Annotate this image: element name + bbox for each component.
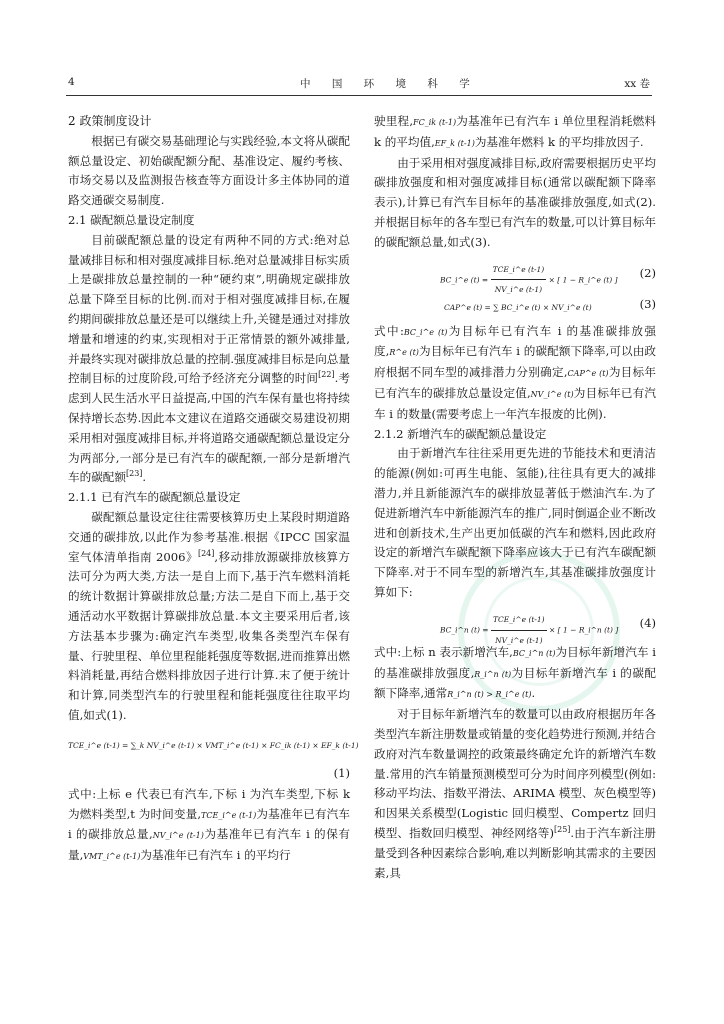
equation-2 [374,258,656,295]
continued-paragraph: 驶里程,FC_ik (t-1)为基准年已有汽车 i 单位里程消耗燃料 k 的平均值,EF_k (t-1)为基准年燃料 k 的平均排放因子. [374,114,656,149]
section-2-1-1-heading: 2.1.1 已有汽车的碳配额总量设定 [68,490,241,505]
left-column [68,112,359,867]
equation-4-number: (4) [639,615,656,630]
page-number: 4 [68,76,75,88]
section-2-1-heading: 2.1 碳配额总量设定制度 [68,212,195,227]
paragraph-2-1-1: 碳配额总量设定往往需要核算历史上某段时期道路交通的碳排放,以此作为参考基准.根据《IPCC 国家温室气体清单指南 2006》[24],移动排放源碳排放核算方法可分为两大类,方法一是自上而下,基于汽车燃料消耗的统计数据计算碳排放总量;方法二是自下而上,基于交通活动水平数据计算碳排放总量.本文主要采用后者,该方法基本步骤为:确定汽车类型,收集各类型汽车保有量、行驶里程、单位里程能耗强度等数据,进而推算出燃料消耗量,再结合燃料排放因子进行计算.末了便于统计和计算,同类型汽车的行驶里程和能耗强度往往取平均值,如式(1). [68,509,350,722]
citation-24[interactable]: [24] [197,548,215,558]
citation-22[interactable]: [22] [318,370,335,380]
header-rule [66,95,652,96]
section-2-1-2-heading: 2.1.2 新增汽车的碳配额总量设定 [374,426,547,441]
equation-2-expression: BC_i^e (t) = $\frac{\text{TCE\_i\textasciicircum{}e (t-1)}}{NV\_i\^{}e (t-1)}$ × [ 1 − R_i^e (t) ] [440,260,618,301]
intro-paragraph: 根据已有碳交易基础理论与实践经验,本文将从碳配额总量设定、初始碳配额分配、基准设定、履约考核、市场交易以及监测报告核查等方面设计多主体协同的道路交通碳交易制度. [68,133,350,208]
equation-3-expression: CAP^e (t) = ∑ BC_i^e (t) × NV_i^e (t) [444,302,592,312]
equation-4-expression: BC_i^n (t) = $\frac{\text{TCE\_i\textasciicircum{}e (t-1)}}{NV\_i\^{}e (t-1)}$ × [ 1 − R_i^n (t) ] [440,610,618,651]
equation-1-number-row [68,762,350,780]
final-paragraph: 对于目标年新增汽车的数量可以由政府根据历年各类型汽车新注册数量或销量的变化趋势进行预测,并结合政府对汽车数量调控的政策最终确定允许的新增汽车数量.常用的汽车销量预测模型可分为时间序列模型(例如:移动平均法、指数平滑法、ARIMA 模型、灰色模型等)和因果关系模型(Logistic 回归模型、Compertz 回归模型、指数回归模型、神经网络等)[25].由于汽车新注册量受到各种因素综合影响,难以判断影响其需求的主要因素,具 [374,707,657,880]
equation-4 [374,608,656,645]
citation-25[interactable]: [25] [554,825,571,835]
section-2-heading: 2 政策制度设计 [68,114,152,128]
equation-4-explanation: 式中:上标 n 表示新增汽车,BC_i^n (t)为目标年新增汽车 i 的基准碳排放强度,R_i^n (t)为目标年新增汽车 i 的碳配额下降率,通常R_i^n (t) > R_i^e (t). [374,644,657,701]
equation-1-number: (1) [333,765,350,780]
paragraph-2-1-2: 由于新增汽车往往采用更先进的节能技术和更清洁的能源(例如:可再生电能、氢能),往往具有更大的减排潜力,并且新能源汽车的碳排放显著低于燃油汽车.为了促进新增汽车中新能源汽车的推广,同时倒逼企业不断改进和创新技术,生产出更加低碳的汽车和燃料,因此政府设定的新增汽车碳配额下降率应该大于已有汽车碳配额下降率.对于不同车型的新增汽车,其基准碳排放强度计算如下: [374,446,656,599]
equation-1-expression: TCE_i^e (t-1) = ∑_k NV_i^e (t-1) × VMT_i^e (t-1) × FC_ik (t-1) × EF_k (t-1) [68,740,359,750]
right-column [374,112,656,883]
equation-1-explanation: 式中:上标 e 代表已有汽车,下标 i 为汽车类型,下标 k 为燃料类型,t 为时间变量,TCE_i^e (t-1)为基准年已有汽车 i 的碳排放总量,NV_i^e (t-1)为基准年已有汽车 i 的保有量,VMT_i^e (t-1)为基准年已有汽车 i 的平均行 [68,786,350,863]
journal-title: 中 国 环 境 科 学 [300,78,479,90]
equation-3 [374,293,656,317]
paragraph-2-1: 目前碳配额总量的设定有两种不同的方式:绝对总量减排目标和相对强度减排目标.绝对总量减排目标实质上是碳排放总量控制的一种“硬约束”,明确规定碳排放总量下降至目标的比例.而对于相对强度减排目标,在履约期间碳排放总量还是可以继续上升,关键是通过对排放增量和增速的约束,实现相对于正常情景的额外减排量,并最终实现对碳排放总量的控制.强度减排目标是向总量控制目标的过度阶段,可给予经济充分调整的时间[22].考虑到人民生活水平日益提高,中国的汽车保有量也将持续保持增长态势.因此本文建议在道路交通碳交易建设初期采用相对强度减排目标,并将道路交通碳配额总量设定分为两部分,一部分是已有汽车的碳配额,一部分是新增汽车的碳配额[23]. [68,232,351,485]
relative-target-paragraph: 由于采用相对强度减排目标,政府需要根据历史平均碳排放强度和相对强度减排目标(通常以碳配额下降率表示),计算已有汽车目标年的基准碳排放强度,如式(2).并根据目标年的各车型已有汽车的数量,可以计算目标年的碳配额总量,如式(3). [374,155,656,249]
equation-2-3-explanation: 式中:BC_i^e (t)为目标年已有汽车 i 的基准碳排放强度,R^e (t)为目标年已有汽车 i 的碳配额下降率,可以由政府根据不同车型的减排潜力分别确定,CAP^e (t)为目标年已有汽车的碳排放总量设定值,NV_i^e (t)为目标年已有汽车 i 的数量(需要考虑上一年汽车报废的比例). [374,323,657,421]
volume-label: xx 卷 [624,78,650,90]
citation-23[interactable]: [23] [125,469,143,479]
equation-3-number: (3) [639,296,656,311]
equation-1 [68,731,359,757]
equation-2-number: (2) [639,265,656,280]
